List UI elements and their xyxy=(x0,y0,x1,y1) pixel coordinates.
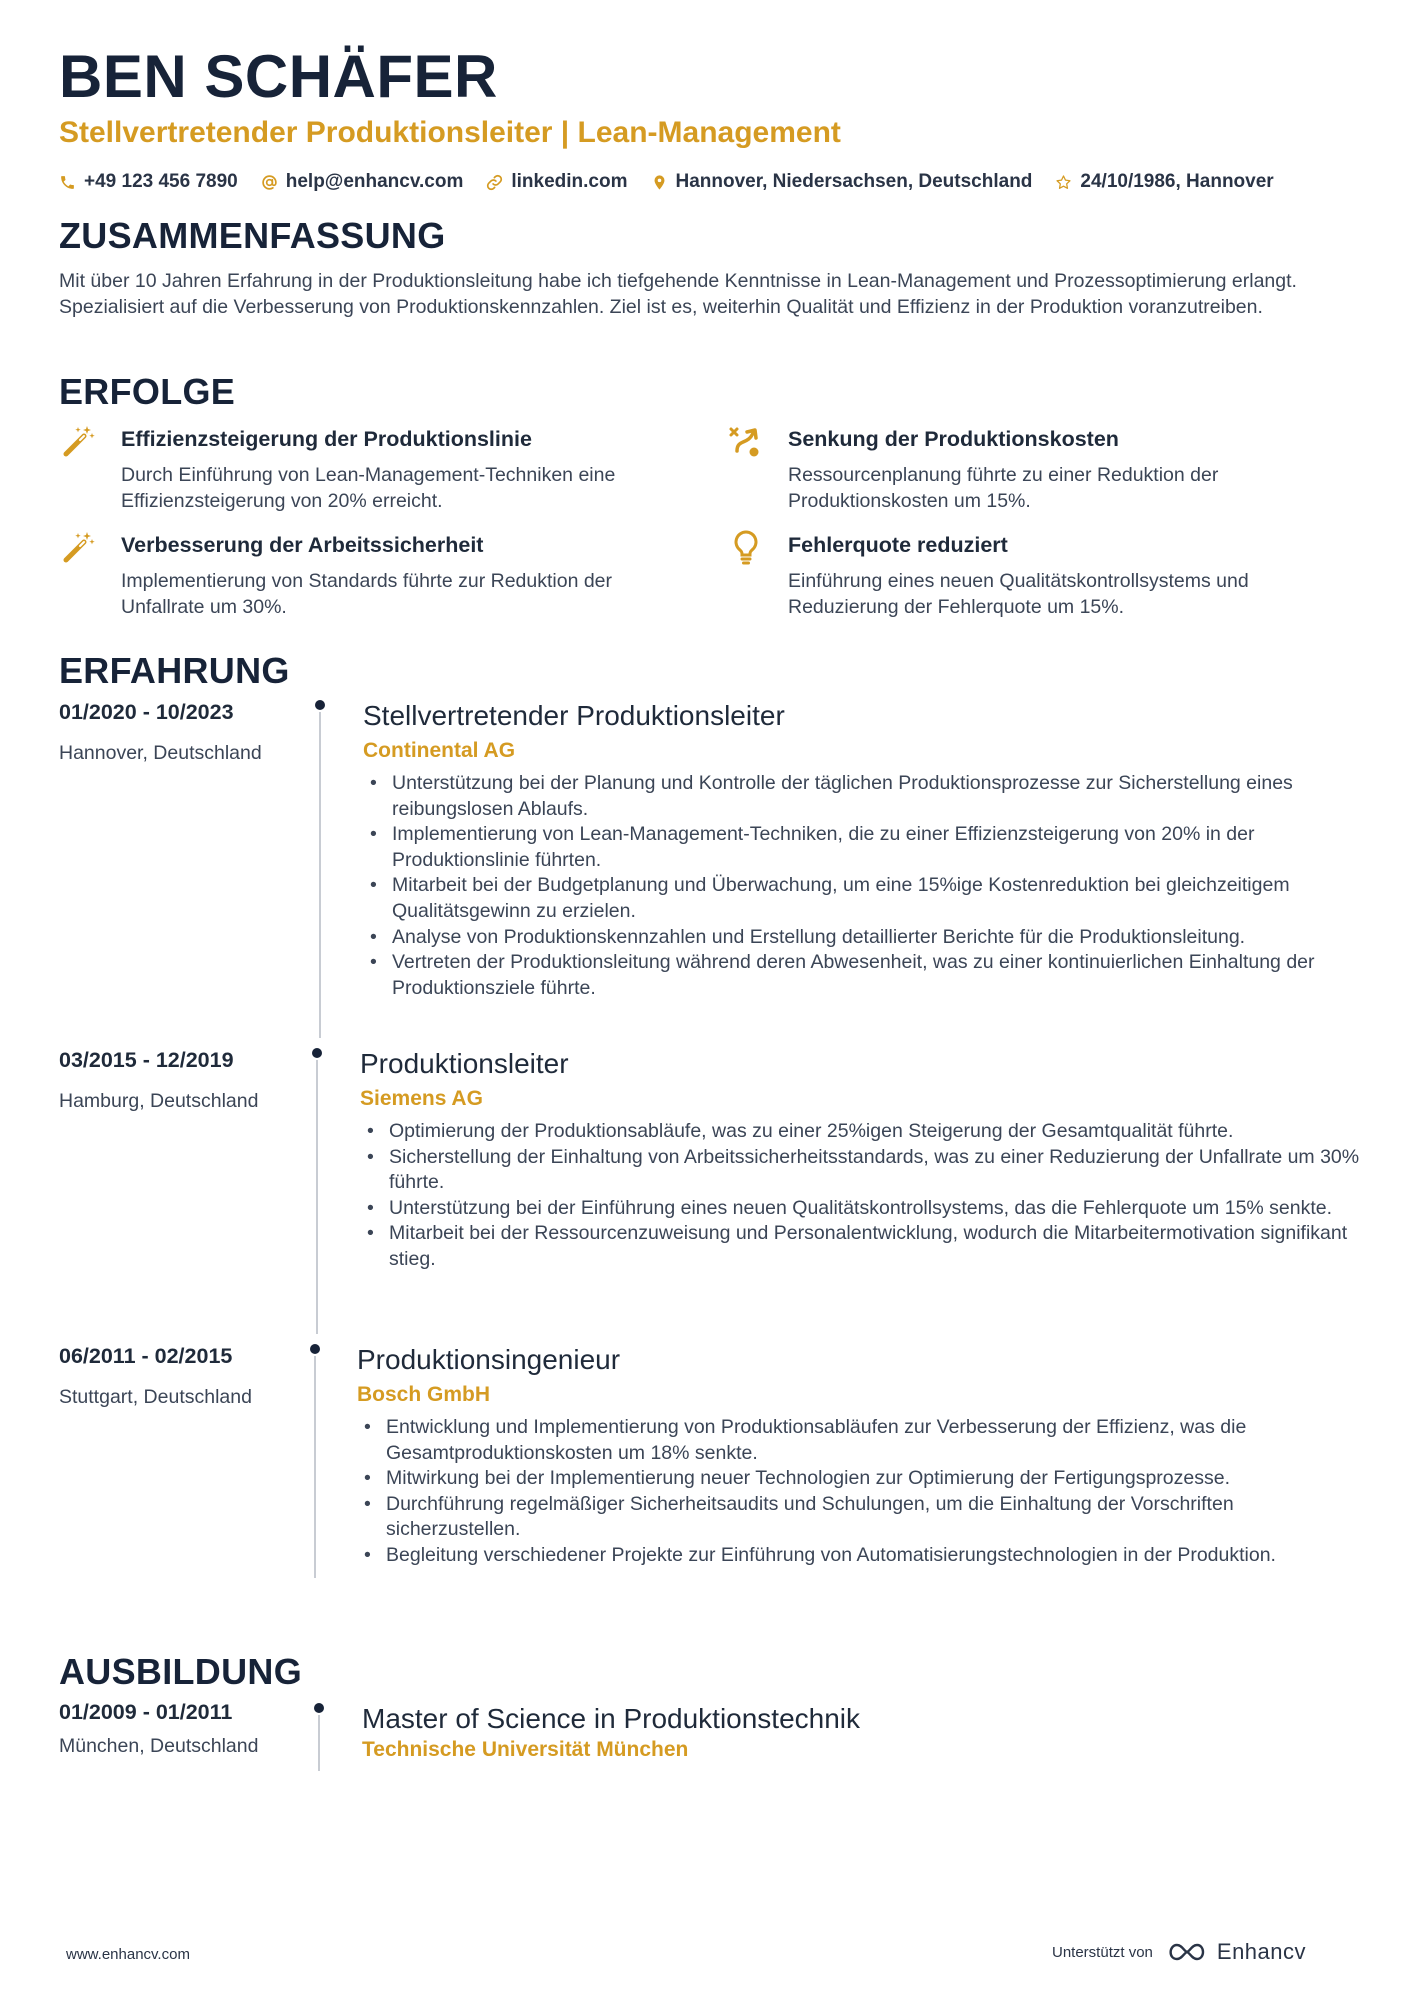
timeline-line xyxy=(316,1060,318,1334)
job-bullet: • Sicherstellung der Einhaltung von Arbeitssicherheitsstandards, was zu einer Reduzierung der Unfallrate um 30% führte. xyxy=(389,1145,1360,1196)
timeline-dot xyxy=(315,700,325,710)
job-meta xyxy=(59,1048,299,1113)
contact-birth-text: 24/10/1986, Hannover xyxy=(1080,171,1274,192)
job-bullets xyxy=(363,771,1363,1001)
job-bullet: • Analyse von Produktionskennzahlen und Erstellung detaillierter Berichte für die Produktionsleitung. xyxy=(392,925,1363,951)
contact-bar xyxy=(59,170,1297,194)
summary-text: Mit über 10 Jahren Erfahrung in der Produktionsleitung habe ich tiefgehende Kenntnisse in Lean-Management und Prozessoptimierung erlangt. Spezialisiert auf die Verbesserung von Produktionskennzahlen. Ziel ist es, weiterhin Qualität und Effizienz in der Produktion voranzutreiben. xyxy=(59,270,1297,318)
achievement-title: Senkung der Produktionskosten xyxy=(788,427,1119,451)
education-degree: Master of Science in Produktionstechnik xyxy=(362,1703,861,1734)
job-bullet: • Durchführung regelmäßiger Sicherheitsaudits und Schulungen, um die Einhaltung der Vorschriften sicherzustellen. xyxy=(386,1492,1357,1543)
route-arrow-icon xyxy=(728,423,764,459)
footer-powered-by[interactable] xyxy=(1052,1939,1306,1965)
job-title: Produktionsleiter xyxy=(360,1048,569,1079)
contact-phone-text: +49 123 456 7890 xyxy=(84,171,238,192)
magic-wand-icon xyxy=(61,529,97,565)
achievement-description: Einführung eines neuen Qualitätskontrollsystems und Reduzierung der Fehlerquote um 15%. xyxy=(788,570,1249,618)
job-meta xyxy=(59,700,299,765)
job-entry xyxy=(360,1048,1360,1273)
education-school: Technische Universität München xyxy=(362,1738,689,1761)
contact-location xyxy=(651,171,1033,193)
contact-email[interactable] xyxy=(261,171,464,193)
footer-powered-label: Unterstützt von xyxy=(1052,1943,1153,1961)
achievement-description: Ressourcenplanung führte zu einer Reduktion der Produktionskosten um 15%. xyxy=(788,464,1219,512)
job-bullet: • Begleitung verschiedener Projekte zur Einführung von Automatisierungstechnologien in der Produktion. xyxy=(386,1543,1357,1569)
education-dates: 01/2009 - 01/2011 xyxy=(59,1700,233,1724)
job-bullet: • Mitarbeit bei der Budgetplanung und Überwachung, um eine 15%ige Kostenreduktion bei gleichzeitigem Qualitätsgewinn zu erzielen. xyxy=(392,873,1363,924)
education-entry xyxy=(362,1703,1362,1762)
star-icon xyxy=(1055,174,1072,191)
enhancv-logo xyxy=(1165,1939,1306,1965)
job-dates: 01/2020 - 10/2023 xyxy=(59,700,234,724)
magic-wand-icon xyxy=(61,423,97,459)
achievement-title: Fehlerquote reduziert xyxy=(788,533,1008,557)
timeline-dot xyxy=(314,1703,324,1713)
contact-phone[interactable] xyxy=(59,171,238,193)
footer-brand-name: Enhancv xyxy=(1216,1939,1307,1964)
education-heading: AUSBILDUNG xyxy=(59,1651,302,1692)
candidate-name: BEN SCHÄFER xyxy=(59,43,498,110)
timeline-dot xyxy=(312,1048,322,1058)
contact-linkedin[interactable] xyxy=(486,171,627,193)
job-entry xyxy=(363,700,1363,1001)
job-title: Stellvertretender Produktionsleiter xyxy=(363,700,785,731)
job-dates: 03/2015 - 12/2019 xyxy=(59,1048,234,1072)
job-entry xyxy=(357,1344,1357,1569)
job-dates: 06/2011 - 02/2015 xyxy=(59,1344,233,1368)
job-bullet: • Implementierung von Lean-Management-Techniken, die zu einer Effizienzsteigerung von 20% in der Produktionslinie führten. xyxy=(392,822,1363,873)
job-company: Bosch GmbH xyxy=(357,1383,491,1406)
job-bullet: • Vertreten der Produktionsleitung während deren Abwesenheit, was zu einer kontinuierlichen Einhaltung der Produktionsziele führte. xyxy=(392,950,1363,1001)
achievement-title: Verbesserung der Arbeitssicherheit xyxy=(121,533,484,557)
candidate-subtitle: Stellvertretender Produktionsleiter | Lean-Management xyxy=(59,116,841,149)
experience-heading: ERFAHRUNG xyxy=(59,650,290,691)
timeline-line xyxy=(318,1715,320,1771)
job-location: Hamburg, Deutschland xyxy=(59,1090,259,1112)
contact-location-text: Hannover, Niedersachsen, Deutschland xyxy=(675,171,1033,192)
timeline-line xyxy=(314,1356,316,1578)
job-bullet: • Unterstützung bei der Planung und Kontrolle der täglichen Produktionsprozesse zur Sicherstellung eines reibungslosen Ablaufs. xyxy=(392,771,1363,822)
lightbulb-icon xyxy=(728,529,764,565)
job-bullet: • Optimierung der Produktionsabläufe, was zu einer 25%igen Steigerung der Gesamtqualität führte. xyxy=(389,1119,1360,1145)
job-meta xyxy=(59,1344,299,1409)
job-bullet: • Mitarbeit bei der Ressourcenzuweisung und Personalentwicklung, wodurch die Mitarbeitermotivation signifikant stieg. xyxy=(389,1221,1360,1272)
achievement-title: Effizienzsteigerung der Produktionslinie xyxy=(121,427,532,451)
job-bullet: • Mitwirkung bei der Implementierung neuer Technologien zur Optimierung der Fertigungsprozesse. xyxy=(386,1466,1357,1492)
job-company: Siemens AG xyxy=(360,1087,483,1110)
achievements-heading: ERFOLGE xyxy=(59,371,236,412)
summary-heading: ZUSAMMENFASSUNG xyxy=(59,215,446,256)
link-icon xyxy=(486,174,503,191)
job-location: Stuttgart, Deutschland xyxy=(59,1386,252,1408)
job-bullet: • Entwicklung und Implementierung von Produktionsabläufen zur Verbesserung der Effizienz, was die Gesamtproduktionskosten um 18% senkte. xyxy=(386,1415,1357,1466)
job-location: Hannover, Deutschland xyxy=(59,742,262,764)
education-location: München, Deutschland xyxy=(59,1735,259,1757)
location-pin-icon xyxy=(651,174,668,191)
phone-icon xyxy=(59,174,76,191)
at-icon xyxy=(261,174,278,191)
contact-linkedin-text: linkedin.com xyxy=(511,171,628,192)
job-title: Produktionsingenieur xyxy=(357,1344,621,1375)
job-bullet: • Unterstützung bei der Einführung eines neuen Qualitätskontrollsystems, das die Fehlerquote um 15% senkte. xyxy=(389,1196,1360,1222)
job-company: Continental AG xyxy=(363,739,516,762)
achievement-description: Durch Einführung von Lean-Management-Techniken eine Effizienzsteigerung von 20% erreicht. xyxy=(121,464,616,512)
education-meta xyxy=(59,1700,299,1758)
contact-email-text: help@enhancv.com xyxy=(285,171,464,192)
achievement-description: Implementierung von Standards führte zur Reduktion der Unfallrate um 30%. xyxy=(121,570,613,618)
timeline-dot xyxy=(310,1344,320,1354)
footer-website[interactable]: www.enhancv.com xyxy=(66,1946,190,1963)
job-bullets xyxy=(357,1415,1357,1569)
contact-birth xyxy=(1055,171,1273,193)
timeline-line xyxy=(319,712,321,1038)
job-bullets xyxy=(360,1119,1360,1273)
infinity-logo-icon xyxy=(1165,1940,1209,1964)
